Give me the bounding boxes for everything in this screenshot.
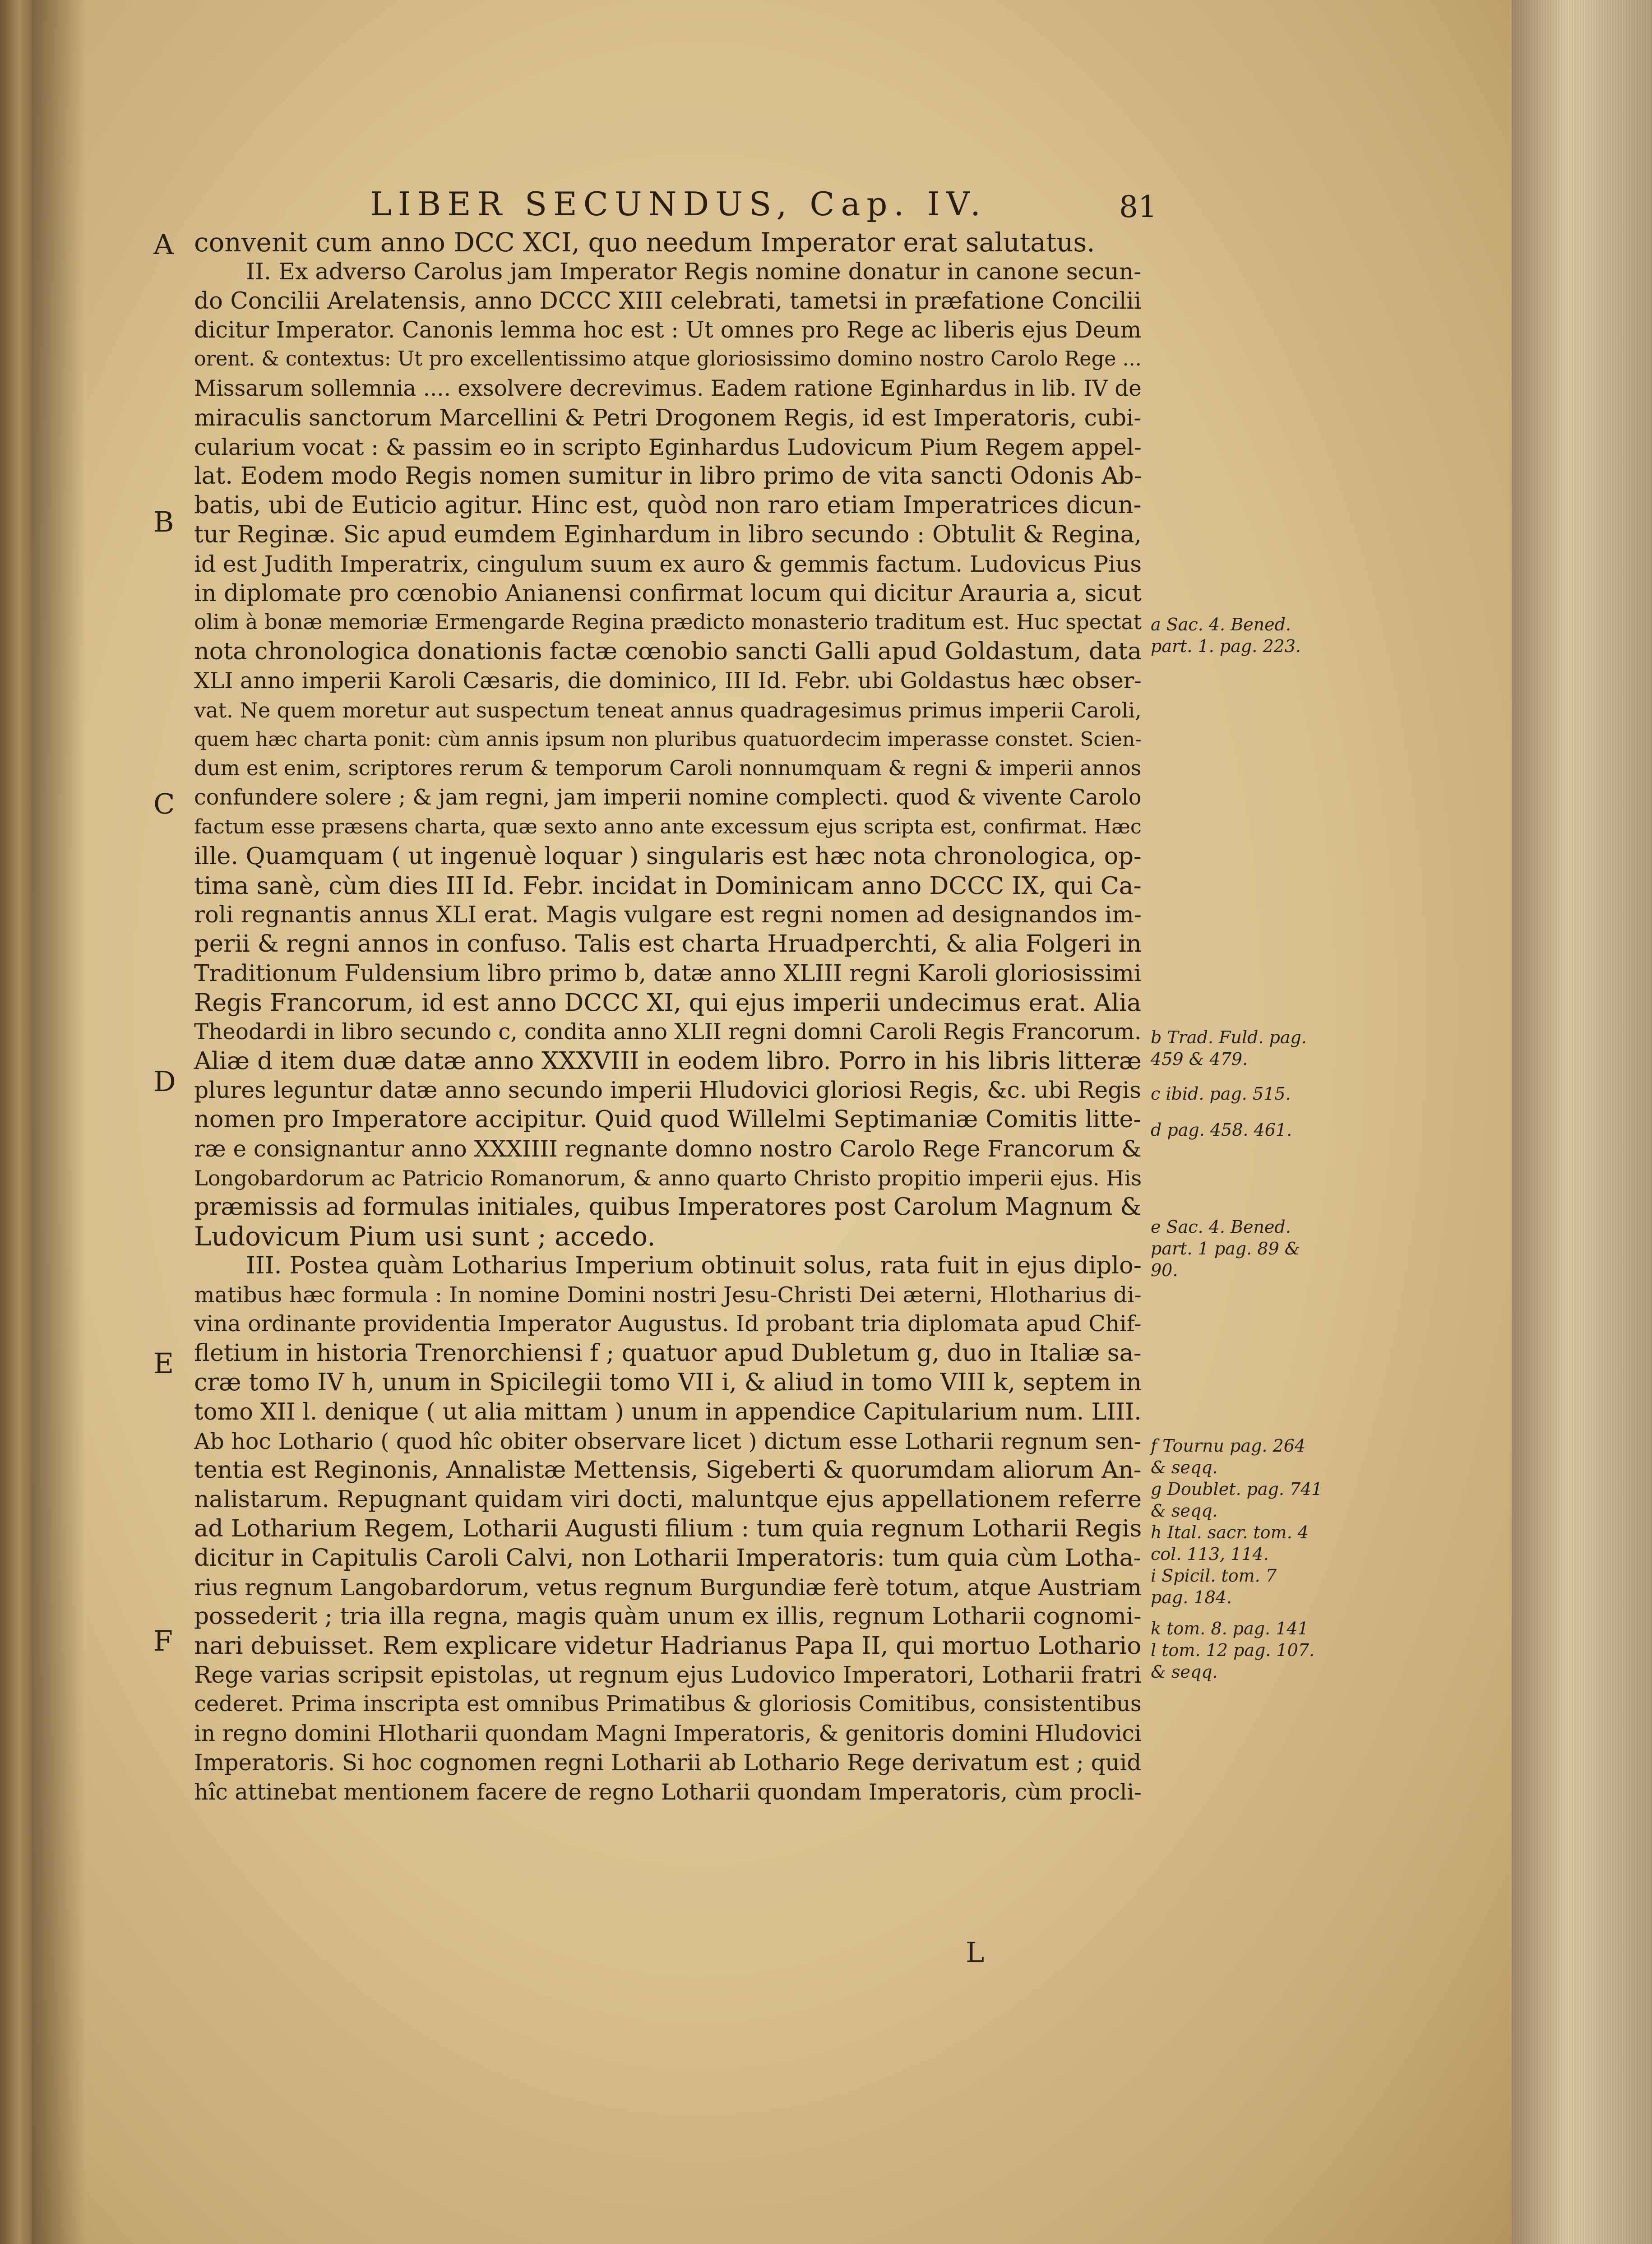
text-line: Ludovicum Pium usi sunt ; accedo. [194,1221,656,1252]
page-number: 81 [1119,190,1157,224]
text-line: Imperatoris. Si hoc cognomen regni Lotharii ab Lothario Rege derivatum est ; quid [194,1749,1142,1776]
text-line: dicitur in Capitulis Caroli Calvi, non Lotharii Imperatoris: tum quia cùm Lotha- [194,1544,1142,1572]
marginal-note: 90. [1151,1260,1178,1280]
text-line: nari debuisset. Rem explicare videtur Hadrianus Papa II, qui mortuo Lothario [194,1632,1142,1660]
marginal-note: & seqq. [1151,1662,1218,1682]
text-line: id est Judith Imperatrix, cingulum suum ex auro & gemmis factum. Ludovicus Pius [194,551,1142,577]
text-line: vina ordinante providentia Imperator Augustus. Id probant tria diplomata apud Chif- [194,1311,1142,1337]
text-line: batis, ubi de Euticio agitur. Hinc est, quòd non raro etiam Imperatrices dicun- [194,491,1142,519]
page-edges-shadow [1512,0,1652,2244]
text-line: Theodardi in libro secundo c, condita anno XLII regni domni Caroli Regis Francorum. [194,1019,1142,1045]
marginal-note: e Sac. 4. Bened. [1151,1217,1291,1237]
marginal-note: f Tournu pag. 264 [1151,1436,1306,1456]
margin-letter-d: D [153,1065,176,1098]
text-line: ille. Quamquam ( ut ingenuè loquar ) singularis est hæc nota chronologica, op- [194,842,1142,870]
signature-mark: L [966,1936,985,1969]
text-line: hîc attinebat mentionem facere de regno Lotharii quondam Imperatoris, cùm procli- [194,1779,1142,1805]
running-title: LIBER SECUNDUS, Cap. IV. [370,185,987,223]
text-line: Ab hoc Lothario ( quod hîc obiter observare licet ) dictum esse Lotharii regnum sen- [194,1428,1142,1454]
text-line: Aliæ d item duæ datæ anno XXXVIII in eodem libro. Porro in his libris litteræ [194,1046,1142,1075]
text-line: in diplomate pro cœnobio Anianensi confirmat locum qui dicitur Arauria a, sicut [194,579,1142,607]
text-line: fletium in historia Trenorchiensi f ; quatuor apud Dubletum g, duo in Italiæ sa- [194,1339,1142,1367]
text-line: factum esse præsens charta, quæ sexto anno ante excessum ejus scripta est, confirmat. Hæc [194,815,1142,838]
text-line: tomo XII l. denique ( ut alia mittam ) unum in appendice Capitularium num. LIII. [194,1398,1142,1425]
text-line: lat. Eodem modo Regis nomen sumitur in libro primo de vita sancti Odonis Ab- [194,462,1142,490]
text-line: roli regnantis annus XLI erat. Magis vulgare est regni nomen ad designandos im- [194,901,1142,928]
text-line: orent. & contextus: Ut pro excellentissimo atque gloriosissimo domino nostro Carolo Rege ... [194,347,1142,371]
text-line: tima sanè, cùm dies III Id. Febr. incidat in Dominicam anno DCCC IX, qui Ca- [194,871,1142,900]
margin-letter-f: F [153,1624,173,1657]
text-line: nomen pro Imperatore accipitur. Quid quod Willelmi Septimaniæ Comitis litte- [194,1105,1142,1133]
facing-page-edge [0,0,32,2244]
text-line: vat. Ne quem moretur aut suspectum teneat annus quadragesimus primus imperii Caroli, [194,698,1142,722]
text-line: perii & regni annos in confuso. Talis est charta Hruadperchti, & alia Folgeri in [194,930,1142,958]
text-line: præmissis ad formulas initiales, quibus Imperatores post Carolum Magnum & [194,1193,1142,1221]
text-line: matibus hæc formula : In nomine Domini nostri Jesu-Christi Dei æterni, Hlotharius di- [194,1282,1142,1308]
text-line: Traditionum Fuldensium libro primo b, datæ anno XLIII regni Karoli gloriosissimi [194,959,1142,986]
marginal-note: d pag. 458. 461. [1151,1120,1292,1140]
marginal-note: c ibid. pag. 515. [1151,1084,1291,1104]
text-line [194,1807,1142,1836]
text-line: Missarum sollemnia .... exsolvere decrevimus. Eadem ratione Eginhardus in lib. IV de [194,375,1142,401]
text-line: cularium vocat : & passim eo in scripto Eginhardus Ludovicum Pium Regem appel- [194,434,1142,460]
main-text [194,228,1142,1836]
marginal-note: pag. 184. [1151,1587,1232,1607]
text-line: nota chronologica donationis factæ cœnobio sancti Galli apud Goldastum, data [194,638,1142,666]
text-line: convenit cum anno DCC XCI, quo needum Imperator erat salutatus. [194,227,1095,258]
marginal-note: col. 113, 114. [1151,1544,1269,1564]
marginal-note: & seqq. [1151,1501,1218,1521]
marginal-note: g Doublet. pag. 741 [1151,1479,1323,1499]
text-line: olim à bonæ memoriæ Ermengarde Regina prædicto monasterio traditum est. Huc spectat [194,610,1142,634]
text-line: cræ tomo IV h, unum in Spicilegii tomo VII i, & aliud in tomo VIII k, septem in [194,1369,1142,1397]
text-line: nalistarum. Repugnant quidam viri docti, maluntque ejus appellationem referre [194,1486,1142,1513]
text-line: do Concilii Arelatensis, anno DCCC XIII celebrati, tametsi in præfatione Concilii [194,287,1142,315]
margin-letter-a: A [153,228,174,261]
marginal-note: part. 1. pag. 223. [1151,636,1301,656]
text-line: Longobardorum ac Patricio Romanorum, & anno quarto Christo propitio imperii ejus. His [194,1166,1142,1190]
marginal-note: a Sac. 4. Bened. [1151,615,1291,634]
text-line: Rege varias scripsit epistolas, ut regnum ejus Ludovico Imperatori, Lotharii fratri [194,1661,1142,1689]
marginal-note: i Spicil. tom. 7 [1151,1566,1277,1586]
text-line: in regno domini Hlotharii quondam Magni Imperatoris, & genitoris domini Hludovici [194,1721,1142,1746]
margin-letter-c: C [153,787,175,820]
text-line: plures leguntur datæ anno secundo imperii Hludovici gloriosi Regis, &c. ubi Regis [194,1077,1141,1104]
text-line: Regis Francorum, id est anno DCCC XI, qui ejus imperii undecimus erat. Alia [194,988,1142,1017]
marginal-note: b Trad. Fuld. pag. [1151,1027,1307,1047]
text-line: dicitur Imperator. Canonis lemma hoc est : Ut omnes pro Rege ac liberis ejus Deum [194,317,1142,343]
text-line: confundere solere ; & jam regni, jam imperii nomine complecti. quod & vivente Carolo [194,785,1142,810]
text-line: possederit ; tria illa regna, magis quàm unum ex illis, regnum Lotharii cognomi- [194,1603,1142,1630]
text-line: dum est enim, scriptores rerum & temporum Caroli nonnumquam & regni & imperii annos [194,756,1142,781]
margin-letter-b: B [153,505,174,538]
text-line: III. Postea quàm Lotharius Imperium obtinuit solus, rata fuit in ejus diplo- [246,1251,1142,1279]
text-line: ad Lotharium Regem, Lotharii Augusti filium : tum quia regnum Lotharii Regis [194,1515,1142,1543]
text-line: tentia est Reginonis, Annalistæ Mettensis, Sigeberti & quorumdam aliorum An- [194,1457,1142,1484]
margin-letter-e: E [153,1347,174,1380]
marginal-note: 459 & 479. [1151,1049,1248,1069]
text-line: tur Reginæ. Sic apud eumdem Eginhardum in libro secundo : Obtulit & Regina, [194,521,1142,548]
text-line: miraculis sanctorum Marcellini & Petri Drogonem Regis, id est Imperatoris, cubi- [194,404,1142,431]
text-line: cederet. Prima inscripta est omnibus Primatibus & gloriosis Comitibus, consistentibus [194,1691,1142,1717]
text-line: rius regnum Langobardorum, vetus regnum Burgundiæ ferè totum, atque Austriam [194,1574,1142,1601]
text-line: II. Ex adverso Carolus jam Imperator Regis nomine donatur in canone secun- [246,258,1142,285]
marginal-note: h Ital. sacr. tom. 4 [1151,1522,1309,1542]
marginal-note: part. 1 pag. 89 & [1151,1239,1300,1258]
marginal-note: & seqq. [1151,1457,1218,1477]
marginal-note: k tom. 8. pag. 141 [1151,1619,1309,1638]
text-line: XLI anno imperii Karoli Cæsaris, die dominico, III Id. Febr. ubi Goldastus hæc obser- [194,667,1142,694]
text-line: ræ e consignantur anno XXXIIII regnante domno nostro Carolo Rege Francorum & [194,1135,1142,1162]
marginal-note: l tom. 12 pag. 107. [1151,1640,1315,1660]
page-gutter-shadow [32,0,86,2244]
text-line: quem hæc charta ponit: cùm annis ipsum non pluribus quatuordecim imperasse constet. Scien- [194,728,1142,751]
